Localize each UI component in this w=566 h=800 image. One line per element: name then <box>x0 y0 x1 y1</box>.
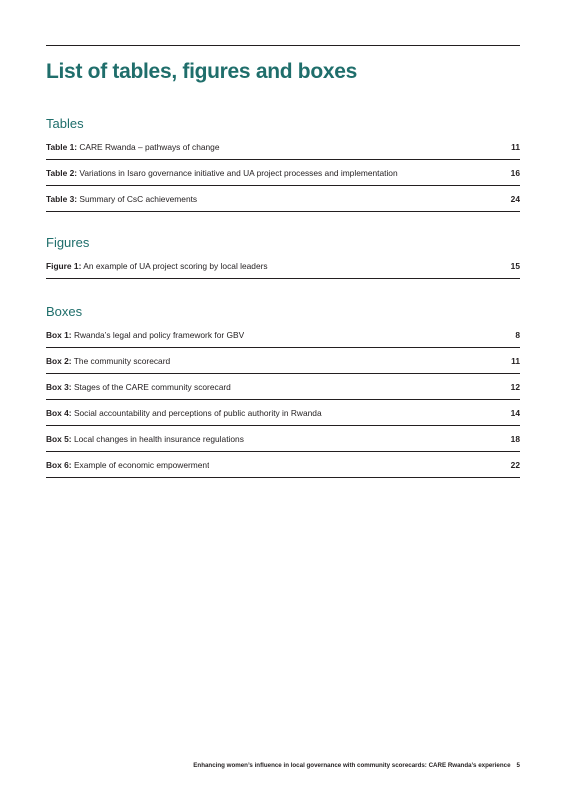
entry-page-number: 11 <box>511 355 520 366</box>
box-entry[interactable] <box>46 426 520 452</box>
entry-label: Table 3: <box>46 193 78 204</box>
entry-text: Social accountability and perceptions of public authority in Rwanda <box>73 407 322 418</box>
entry-text: An example of UA project scoring by local leaders <box>83 260 268 271</box>
table-entry[interactable] <box>46 160 520 186</box>
entry-page-number: 8 <box>515 329 520 340</box>
box-entry[interactable] <box>46 374 520 400</box>
entry-label: Table 1: <box>46 141 78 152</box>
tables-heading: Tables <box>46 116 84 131</box>
page-footer <box>193 762 520 769</box>
entry-label: Box 1: <box>46 329 72 340</box>
footer-page-number: 5 <box>516 762 520 769</box>
box-entry[interactable] <box>46 400 520 426</box>
entry-page-number: 12 <box>510 381 520 392</box>
tables-section <box>46 114 520 212</box>
box-entry[interactable] <box>46 348 520 374</box>
entry-text: CARE Rwanda – pathways of change <box>79 141 220 152</box>
top-rule <box>46 45 520 46</box>
entry-label: Box 5: <box>46 433 72 444</box>
figures-section <box>46 233 520 279</box>
entry-label: Box 6: <box>46 459 72 470</box>
table-entry[interactable] <box>46 134 520 160</box>
boxes-heading: Boxes <box>46 304 83 319</box>
entry-text: Local changes in health insurance regulations <box>73 433 244 444</box>
entry-text: Example of economic empowerment <box>73 459 210 470</box>
entry-label: Box 3: <box>46 381 72 392</box>
entry-text: Rwanda’s legal and policy framework for GBV <box>73 329 245 340</box>
entry-text: Summary of CsC achievements <box>79 193 198 204</box>
box-entry[interactable] <box>46 452 520 478</box>
entry-label: Box 2: <box>46 355 72 366</box>
entry-page-number: 24 <box>510 193 520 204</box>
entry-text: Variations in Isaro governance initiative and UA project processes and implementation <box>79 167 398 178</box>
footer-text: Enhancing women’s influence in local governance with community scorecards: CARE Rwanda’s experience <box>193 762 511 769</box>
entry-page-number: 16 <box>510 167 520 178</box>
figure-entry[interactable] <box>46 253 520 279</box>
entry-page-number: 18 <box>510 433 520 444</box>
entry-page-number: 11 <box>511 141 520 152</box>
entry-page-number: 15 <box>510 260 520 271</box>
entry-text: The community scorecard <box>73 355 171 366</box>
page-title: List of tables, figures and boxes <box>46 60 357 83</box>
boxes-section <box>46 302 520 478</box>
table-entry[interactable] <box>46 186 520 212</box>
entry-page-number: 22 <box>510 459 520 470</box>
figures-heading: Figures <box>46 235 90 250</box>
box-entry[interactable] <box>46 322 520 348</box>
entry-page-number: 14 <box>510 407 520 418</box>
entry-label: Table 2: <box>46 167 78 178</box>
document-page <box>46 0 520 800</box>
entry-text: Stages of the CARE community scorecard <box>73 381 231 392</box>
entry-label: Box 4: <box>46 407 72 418</box>
entry-label: Figure 1: <box>46 260 82 271</box>
